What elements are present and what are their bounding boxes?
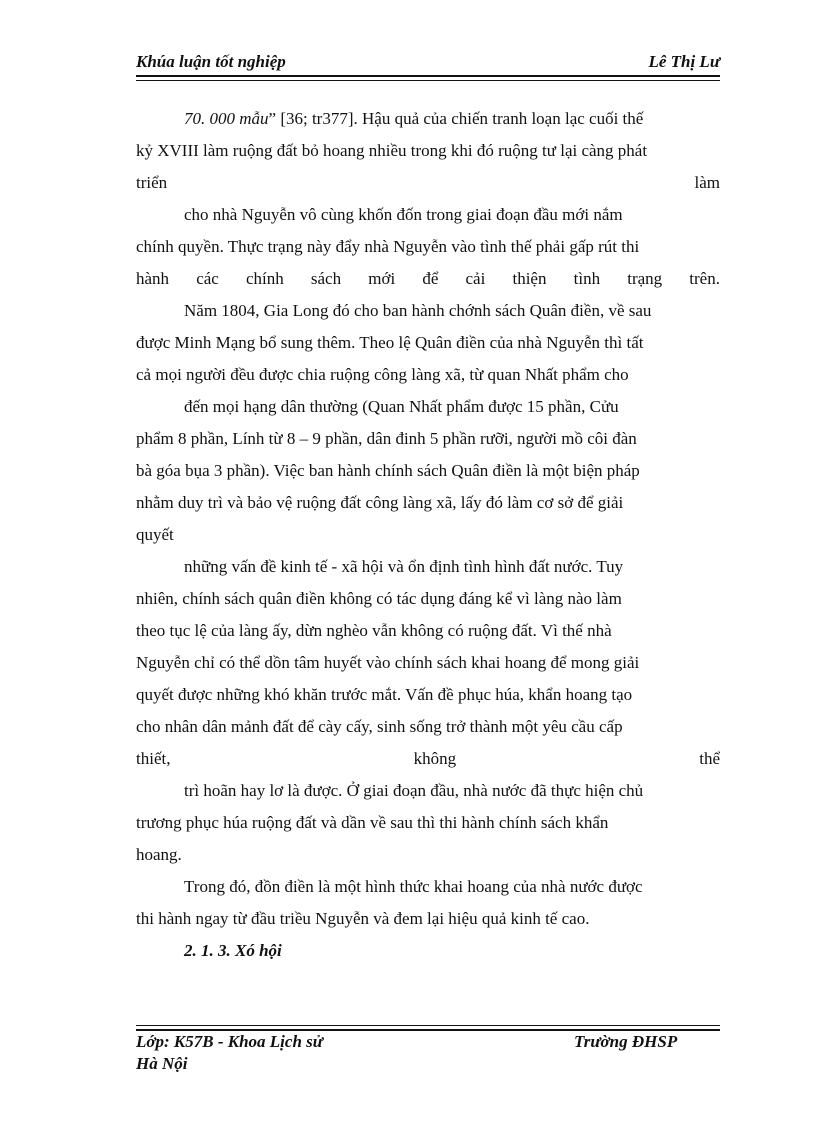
text-line (136, 743, 720, 775)
word: triển (136, 173, 168, 192)
footer-rule-thin (136, 1025, 720, 1026)
text-line: được Minh Mạng bổ sung thêm. Theo lệ Quân điền của nhà Nguyễn thì tất (136, 333, 644, 352)
word: trạng (627, 269, 663, 288)
text-line: theo tục lệ của làng ấy, dừn nghèo vẫn không có ruộng đất. Vì thế nhà (136, 621, 612, 640)
text-line (136, 263, 720, 295)
text-line: bà góa bụa 3 phần). Việc ban hành chính sách Quân điền là một biện pháp (136, 461, 640, 480)
text-line: Năm 1804, Gia Long đó cho ban hành chớnh sách Quân điền, về sau (184, 301, 652, 320)
text-line: thi hành ngay từ đầu triều Nguyễn và đem lại hiệu quả kinh tế cao. (136, 909, 590, 928)
text-line: trì hoãn hay lơ là được. Ở giai đoạn đầu, nhà nước đã thực hiện chủ (184, 781, 644, 800)
word: trên. (689, 269, 720, 288)
body-text (136, 103, 720, 967)
word: mới (368, 269, 396, 288)
section-heading: 2. 1. 3. Xó hội (184, 941, 282, 960)
header-author: Lê Thị Lư (648, 52, 720, 71)
text-line: nhằm duy trì và bảo vệ ruộng đất công làng xã, lấy đó làm cơ sở để giải (136, 493, 624, 512)
word: sách (310, 269, 342, 288)
word: để (422, 269, 439, 288)
word: thiện (512, 269, 547, 288)
text-line: cho nhân dân mảnh đất để cày cấy, sinh sống trở thành một yêu cầu cấp (136, 717, 623, 736)
word: thiết, (136, 749, 171, 768)
citation: ” [36; tr377]. Hậu quả của chiến tranh loạn lạc cuối thế (268, 109, 644, 128)
text-line: chính quyền. Thực trạng này đẩy nhà Nguyễn vào tình thế phải gấp rút thi (136, 237, 640, 256)
text-line: quyết được những khó khăn trước mắt. Vấn đề phục húa, khẩn hoang tạo (136, 685, 633, 704)
word: không (413, 749, 457, 768)
text-line (136, 103, 720, 135)
text-line (136, 167, 720, 199)
header-thesis-title: Khúa luận tốt nghiệp (136, 52, 286, 71)
word: cải (465, 269, 486, 288)
text-line: quyết (136, 525, 174, 544)
header-rule-thin (136, 80, 720, 81)
text-line: phẩm 8 phần, Lính từ 8 – 9 phần, dân đinh 5 phần rưỡi, người mồ côi đàn (136, 429, 637, 448)
text-line: hoang. (136, 845, 182, 864)
text-line: kỷ XVIII làm ruộng đất bỏ hoang nhiều trong khi đó ruộng tư lại càng phát (136, 141, 648, 160)
text-line: cả mọi người đều được chia ruộng công làng xã, từ quan Nhất phẩm cho (136, 365, 629, 384)
page-header (136, 52, 720, 74)
footer-class: Lớp: K57B - Khoa Lịch sử (136, 1032, 323, 1051)
text-line: những vấn đề kinh tế - xã hội và ổn định tình hình đất nước. Tuy (184, 557, 624, 576)
footer-school: Trường ĐHSP (574, 1032, 678, 1051)
page-footer (136, 1031, 720, 1075)
text-line: nhiên, chính sách quân điền không có tác dụng đáng kể vì làng nào làm (136, 589, 622, 608)
word: hành (136, 269, 170, 288)
word: các (196, 269, 219, 288)
word: chính (245, 269, 284, 288)
word: tình (573, 269, 601, 288)
quote-italic: 70. 000 mẫu (184, 109, 269, 128)
text-line: Trong đó, đồn điền là một hình thức khai hoang của nhà nước được (184, 877, 643, 896)
header-rule-thick (136, 75, 720, 77)
text-line: trương phục húa ruộng đất và dần về sau thì thi hành chính sách khẩn (136, 813, 609, 832)
word: làm (694, 173, 720, 192)
text-line: Nguyễn chỉ có thể dồn tâm huyết vào chính sách khai hoang để mong giải (136, 653, 640, 672)
text-line: cho nhà Nguyễn vô cùng khốn đốn trong giai đoạn đầu mới nắm (184, 205, 623, 224)
footer-city: Hà Nội (136, 1054, 188, 1073)
text-line: đến mọi hạng dân thường (Quan Nhất phẩm được 15 phần, Cửu (184, 397, 619, 416)
word: thể (699, 749, 720, 768)
